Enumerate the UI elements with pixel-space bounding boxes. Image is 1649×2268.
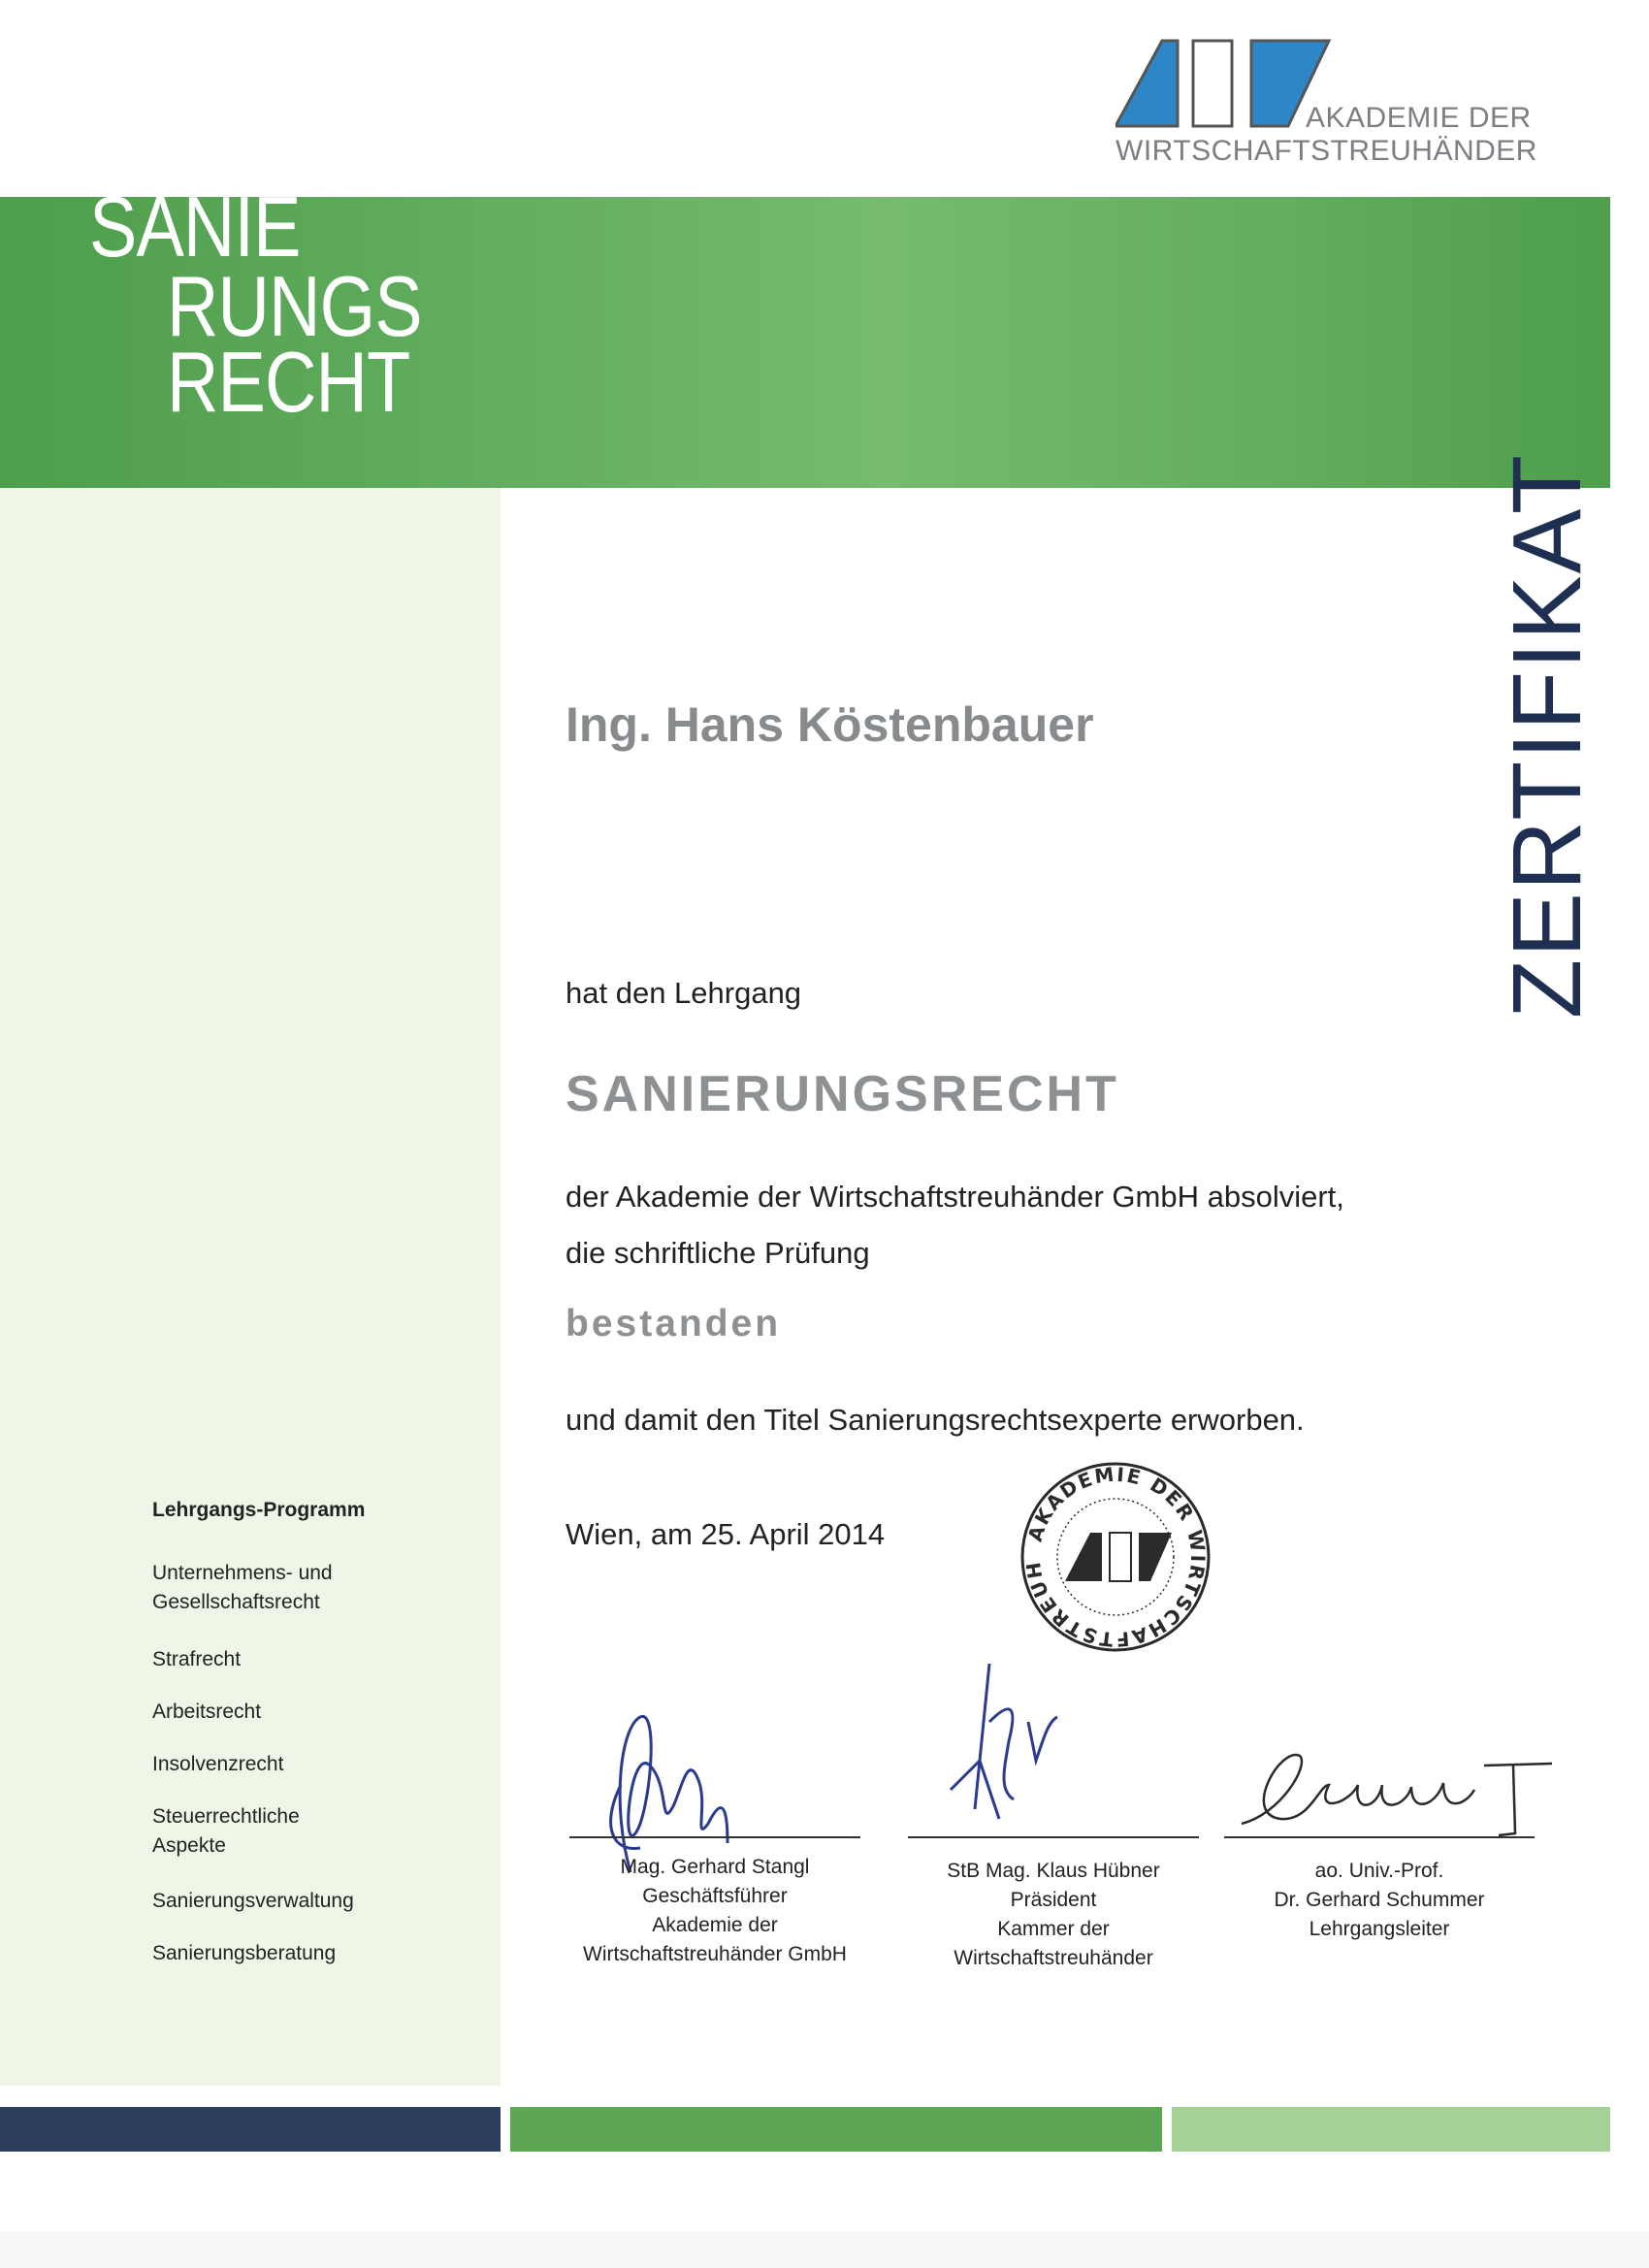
program-item: Insolvenzrecht <box>152 1753 284 1775</box>
signatory-org: Wirtschaftstreuhänder GmbH <box>583 1943 847 1965</box>
signatory-title: ao. Univ.-Prof. <box>1314 1860 1444 1882</box>
scan-edge-bottom <box>0 2231 1649 2268</box>
certificate-vertical-title: ZERTIFIKAT <box>1493 453 1601 1019</box>
program-heading: Lehrgangs-Programm <box>152 1499 366 1521</box>
recipient-name: Ing. Hans Köstenbauer <box>566 697 1094 752</box>
signatory-org: Akademie der <box>652 1914 778 1936</box>
scan-edge-right <box>1610 0 1649 2268</box>
signatory-role: Lehrgangsleiter <box>1309 1918 1450 1940</box>
signatory-org: Wirtschaftstreuhänder <box>954 1947 1153 1969</box>
svg-text:AKADEMIE DER WIRTSCHAFTSTREUHÄ: AKADEMIE DER WIRTSCHAFTSTREUH <box>1020 1462 1211 1652</box>
signatory-name: Mag. Gerhard Stangl <box>620 1856 810 1878</box>
academy-logo <box>1116 37 1537 178</box>
signatory-role: Geschäftsführer <box>642 1885 788 1907</box>
signature-line <box>569 1836 860 1838</box>
result-text: bestanden <box>566 1303 782 1345</box>
program-item: Unternehmens- und Gesellschaftsrecht <box>152 1562 333 1613</box>
place-date: Wien, am 25. April 2014 <box>566 1517 886 1551</box>
signature-line <box>908 1836 1199 1838</box>
course-title: SANIERUNGSRECHT <box>566 1066 1119 1122</box>
footer-bar-navy <box>0 2107 501 2152</box>
intro-text: hat den Lehrgang <box>566 976 802 1010</box>
signature-schummer-icon <box>1222 1746 1571 1843</box>
signatory-name: Dr. Gerhard Schummer <box>1274 1889 1485 1911</box>
footer-bar-green <box>510 2107 1162 2152</box>
logo-text-line1: AKADEMIE DER <box>1306 102 1532 134</box>
body-text-line1: der Akademie der Wirtschaftstreuhänder GmbH absolviert, <box>566 1180 1344 1214</box>
signatory-org: Kammer der <box>997 1918 1110 1940</box>
program-item: Steuerrechtliche Aspekte <box>152 1805 300 1857</box>
program-item: Sanierungsverwaltung <box>152 1890 354 1912</box>
program-item: Sanierungsberatung <box>152 1942 337 1964</box>
signatory-block <box>560 1853 870 1969</box>
signatory-block <box>898 1857 1209 1973</box>
signature-line <box>1224 1836 1535 1838</box>
body-text-line3: und damit den Titel Sanierungsrechtsexperte erworben. <box>566 1403 1305 1437</box>
signatory-role: Präsident <box>1010 1889 1097 1911</box>
banner-title-line3: RECHT <box>167 334 410 430</box>
signature-huebner-icon <box>931 1664 1125 1838</box>
program-item: Arbeitsrecht <box>152 1701 262 1723</box>
program-item: Strafrecht <box>152 1648 242 1670</box>
logo-text-line2: WIRTSCHAFTSTREUHÄNDER <box>1116 135 1537 167</box>
signatory-name: StB Mag. Klaus Hübner <box>947 1860 1160 1882</box>
footer-bar-light-green <box>1172 2107 1610 2152</box>
banner-title-line2: RUNGS <box>167 258 422 354</box>
banner-title-line1: SANIE <box>89 178 301 275</box>
body-text-line2: die schriftliche Prüfung <box>566 1236 870 1270</box>
official-seal-stamp <box>1009 1460 1222 1654</box>
seal-icon <box>1009 1460 1222 1654</box>
signatory-block <box>1214 1857 1544 1944</box>
